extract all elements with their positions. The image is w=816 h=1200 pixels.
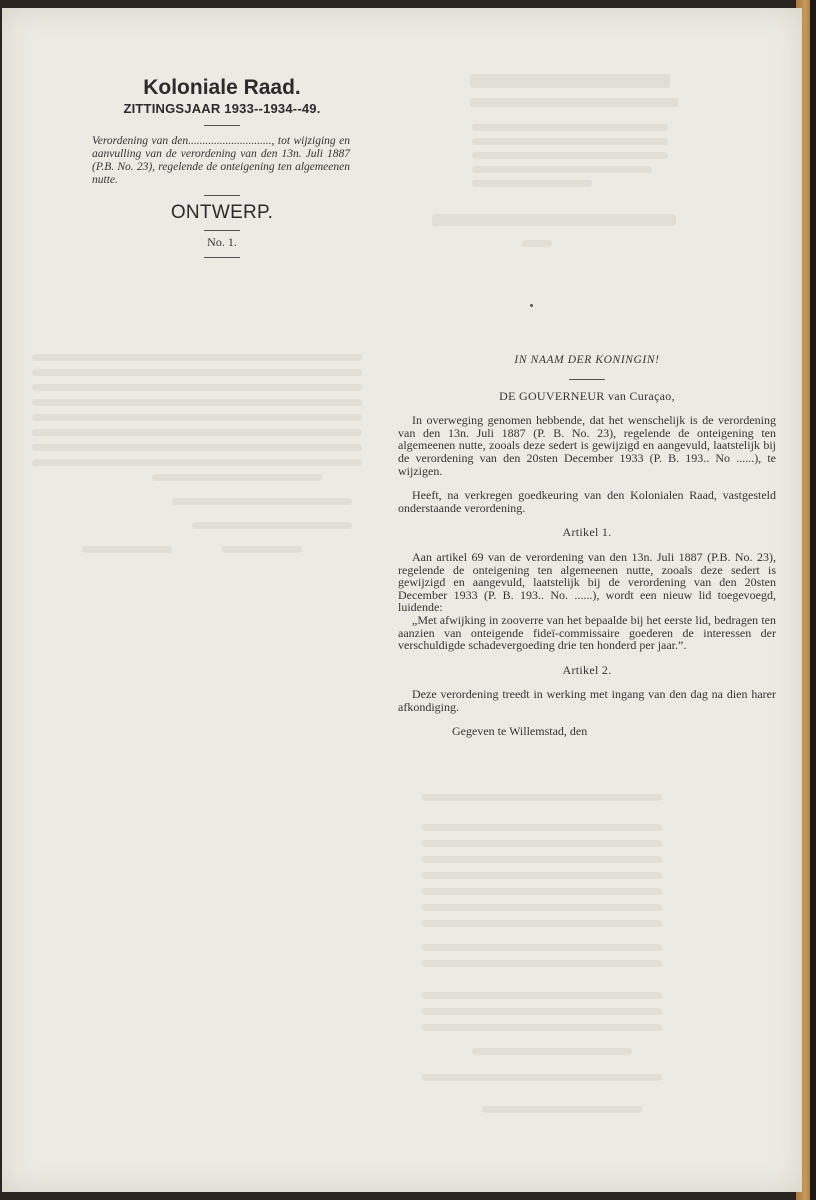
article-text: Deze verordening treedt in werking met ingang van den dag na dien harer afkondiging. xyxy=(398,687,776,714)
given-at: Gegeven te Willemstad, den xyxy=(452,724,588,739)
divider xyxy=(204,195,240,196)
issuer: DE GOUVERNEUR van Curaçao, xyxy=(499,388,675,403)
header-block xyxy=(90,76,354,265)
invocation: IN NAAM DER KONINGIN! xyxy=(514,354,660,366)
divider xyxy=(569,379,605,380)
article-text: Aan artikel 69 van de verordening van den 13n. Juli 1887 (P.B. No. 23), regelende de onteigening ten algemeenen nutte, zooals deze sedert is gewijzigd en aangevuld, laatstelijk bij de verordening van den 20sten December 1933 (P. B. 193.. No. ......), wordt een nieuw lid toegevoegd, luidende: xyxy=(398,549,776,615)
ordinance-subject: Verordening van den............................., tot wijziging en aanvulling van de verordening van den 13n. Juli 1887 (P.B. No. 23), regelende de onteigening ten algemeenen nutte. xyxy=(92,135,350,186)
document-page xyxy=(2,8,802,1192)
preamble: In overweging genomen hebbende, dat het wenschelijk is de verordening van den 13n. Juli 1887 (P. B. No. 23), regelende de onteigening ten algemeenen nutte, zooals deze sedert is gewijzigd en aangevuld, laatstelijk bij de verordening van den 20sten December 1933 (P. B. 193.. No ......), te wijzigen. xyxy=(398,413,776,478)
document-type: ONTWERP. xyxy=(170,202,274,223)
ink-dot xyxy=(530,304,533,307)
article-heading: Artikel 2. xyxy=(562,662,612,677)
divider xyxy=(204,125,240,126)
subject-block xyxy=(90,135,354,187)
document-number: No. 1. xyxy=(207,235,237,249)
divider xyxy=(204,257,240,258)
session-year: ZITTINGSJAAR 1933--1934--49. xyxy=(123,101,321,116)
page-edge-shadow xyxy=(810,0,816,1200)
approval: Heeft, na verkregen goedkeuring van den Kolonialen Raad, vastgesteld onderstaande verordening. xyxy=(398,488,776,515)
council-title: Koloniale Raad. xyxy=(143,76,301,99)
article-heading: Artikel 1. xyxy=(562,525,612,540)
ordinance-body xyxy=(398,354,776,738)
divider xyxy=(204,230,240,231)
article-quote: „Met afwijking in zooverre van het bepaalde bij het eerste lid, bedragen ten aanzien van onteigende fideï-commissaire goederen de interessen der verschuldigde schadevergoeding drie ten honderd per jaar.”. xyxy=(398,612,776,653)
